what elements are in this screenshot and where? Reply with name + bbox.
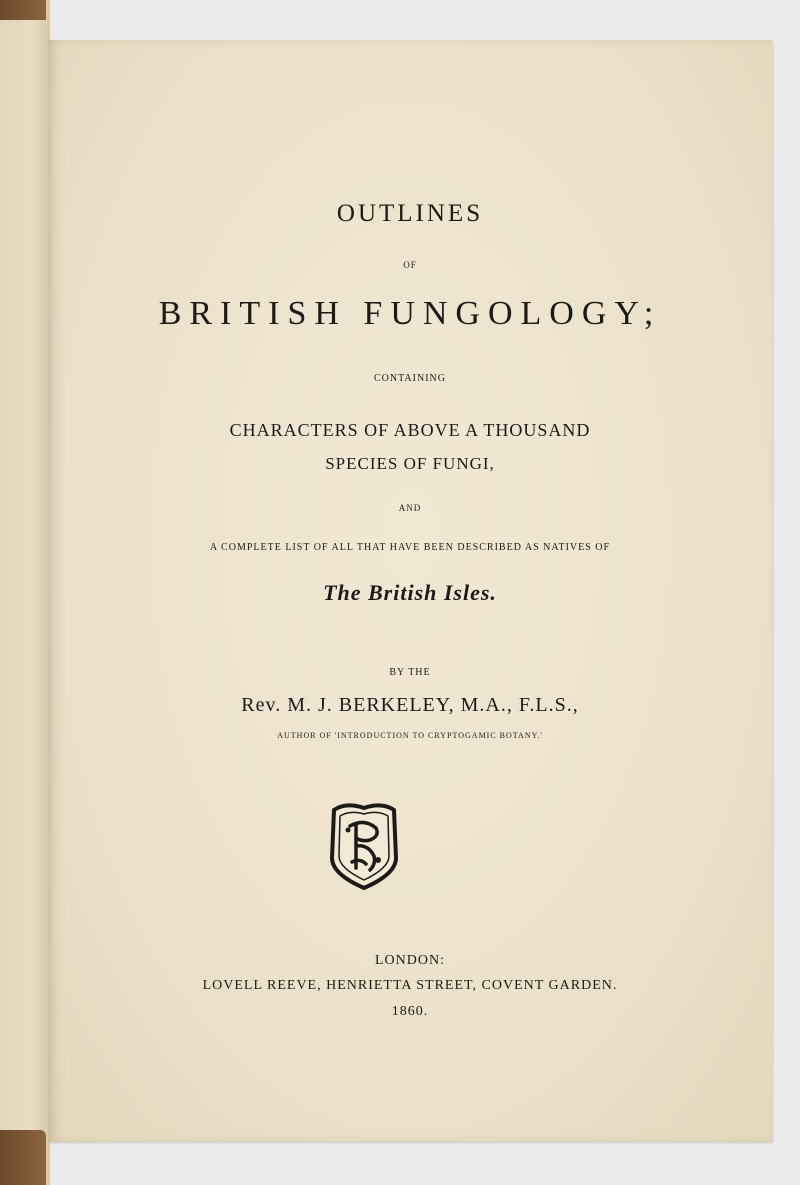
binding-bottom [0, 1130, 46, 1185]
british-isles-blackletter: The British Isles. [323, 580, 497, 605]
publisher-monogram-shield-icon [326, 800, 402, 892]
title-top: OUTLINES [336, 200, 484, 227]
imprint-publisher: LOVELL REEVE, HENRIETTA STREET, COVENT GARDEN. [202, 978, 618, 993]
subtitle-line-1: CHARACTERS OF ABOVE A THOUSAND [229, 420, 591, 440]
of-word: OF [403, 260, 417, 270]
main-title: BRITISH FUNGOLOGY; [158, 295, 662, 332]
list-line: A COMPLETE LIST OF ALL THAT HAVE BEEN DESCRIBED AS NATIVES OF [209, 542, 611, 553]
facing-page-edge [0, 0, 50, 1185]
binding-top [0, 0, 46, 20]
author-name: Rev. M. J. BERKELEY, M.A., F.L.S., [241, 694, 579, 716]
and-word: AND [398, 503, 422, 513]
author-credit: AUTHOR OF 'INTRODUCTION TO CRYPTOGAMIC BOTANY.' [277, 731, 543, 740]
by-the: BY THE [389, 667, 431, 678]
containing-word: CONTAINING [374, 373, 446, 384]
title-page [48, 40, 772, 1142]
subtitle-line-2: SPECIES OF FUNGI, [325, 454, 495, 473]
imprint-city: LONDON: [375, 953, 445, 968]
imprint-year: 1860. [391, 1004, 429, 1019]
